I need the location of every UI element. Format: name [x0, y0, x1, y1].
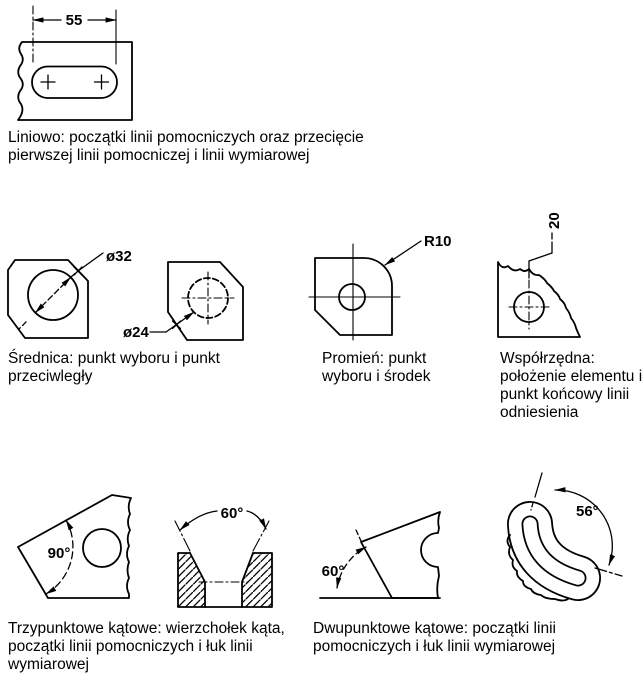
- leader-line: [150, 312, 194, 332]
- figure-diameter-24: [120, 252, 255, 348]
- dimension-text: 90°: [47, 545, 71, 562]
- part-outline: [8, 260, 88, 338]
- dimension-text: ø24: [123, 324, 149, 341]
- dimension-text: 60°: [220, 505, 244, 522]
- caption-diameter: Średnica: punkt wyboru i punkt przeciwległy: [8, 350, 220, 385]
- caption-radius: Promień: punkt wyboru i środek: [322, 350, 431, 385]
- hatch-right: [242, 553, 272, 607]
- part-outline: [18, 495, 131, 598]
- leader-line: [78, 253, 103, 271]
- dimension-text: 20: [546, 212, 563, 229]
- part-outline: [361, 512, 440, 598]
- hole-circle: [83, 529, 121, 567]
- figure-angular-60-wedge: [305, 488, 460, 606]
- figure-angular-56-slot: [465, 465, 643, 617]
- angular-dimension-arc: [247, 511, 266, 529]
- caption-angular-three-point: Trzypunktowe kątowe: wierzchołek kąta, początki linii pomocniczych i łuk linii wymiarowej: [8, 620, 285, 673]
- figure-ordinate: [485, 203, 600, 343]
- dimension-text: 60°: [321, 563, 345, 580]
- extension-line: [253, 521, 269, 551]
- hatch-left: [178, 553, 205, 607]
- figure-angular-90: [5, 485, 145, 613]
- dimension-extension: [19, 322, 26, 329]
- caption-ordinate: Współrzędna: położenie elementu i punkt końcowy linii odniesienia: [500, 350, 643, 421]
- figure-radius: [305, 228, 455, 343]
- caption-linear: Liniowo: początki linii pomocniczych oraz przecięcie pierwszej linii pomocniczej i linii wymiarowej: [8, 129, 364, 164]
- centerlines: [182, 272, 234, 324]
- part-outline: [498, 262, 580, 337]
- center-marks: [41, 75, 109, 89]
- caption-angular-two-point: Dwupunktowe kątowe: początki linii pomocniczych i łuk linii wymiarowej: [313, 620, 556, 655]
- dimension-text: ø32: [106, 248, 132, 265]
- part-outline: [168, 262, 243, 340]
- leader-line: [385, 241, 421, 265]
- extension-line: [356, 530, 361, 541]
- figure-angular-60-groove: [163, 487, 308, 617]
- diameter-dimension-line: [35, 277, 70, 312]
- dimension-text: R10: [424, 233, 452, 250]
- figure-linear-dimension: [8, 3, 143, 128]
- extension-line: [175, 521, 190, 551]
- angular-dimension-arc: [180, 511, 217, 530]
- extension-line: [535, 473, 542, 497]
- dimension-text: 56°: [576, 503, 599, 520]
- part-outline: [18, 42, 132, 120]
- dimension-text: 55: [65, 12, 83, 29]
